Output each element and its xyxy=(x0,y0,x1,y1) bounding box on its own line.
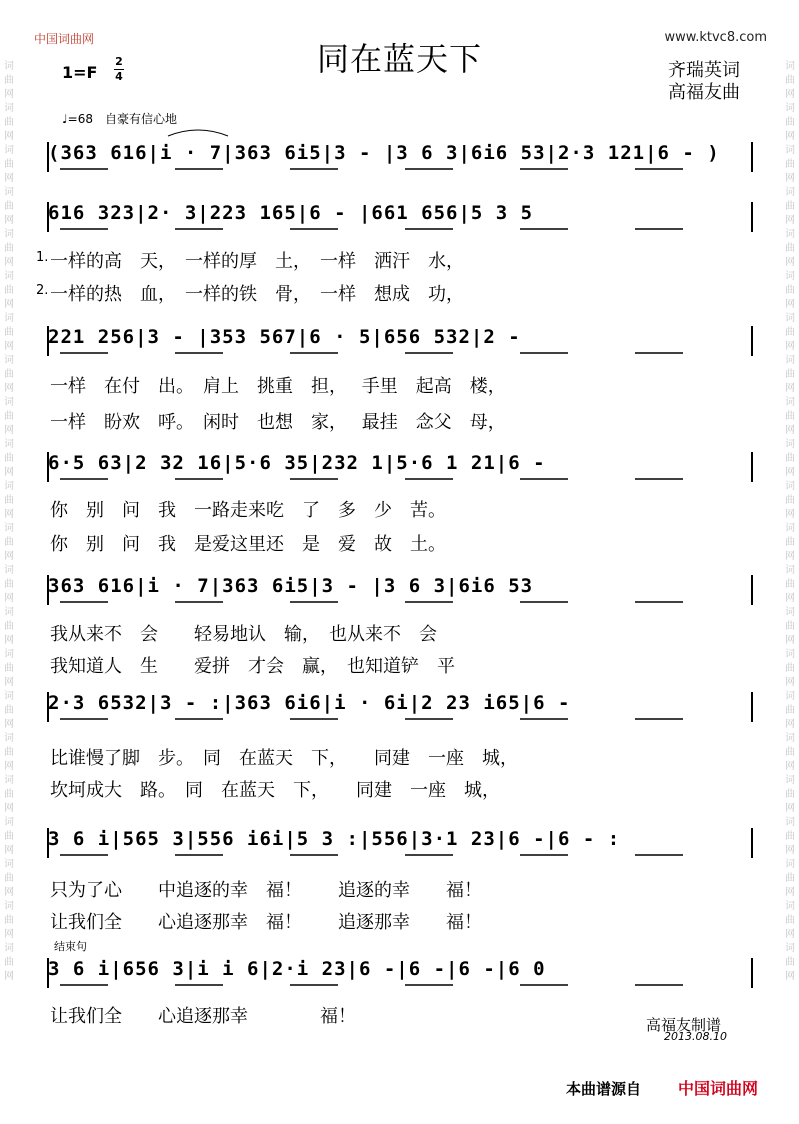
note-row: 3 6 i|565 3|556 i6i|5 3 :|556|3·1 23|6 -|6 - : xyxy=(48,828,621,850)
site-name-left: 中国词曲网 xyxy=(34,32,95,46)
source-site: 中国词曲网 xyxy=(678,1079,759,1098)
note-row: 3 6 i|656 3|i i 6|2·i 23|6 -|6 -|6 -|6 0 xyxy=(48,958,546,980)
lyric-line: 一样的高 天， 一样的厚 土， 一样 洒汗 水， xyxy=(50,251,464,272)
note-row: 221 256|3 - |353 567|6 · 5|656 532|2 - xyxy=(48,326,521,348)
lyric-line: 坎坷成大 路。 同 在蓝天 下， 同建 一座 城， xyxy=(50,780,500,801)
time-bottom: 4 xyxy=(115,70,123,83)
key-signature: 1=F xyxy=(62,63,98,82)
notation-system xyxy=(48,202,752,232)
verse-number: 1. xyxy=(36,250,49,265)
lyric-line: 一样 在付 出。 肩上 挑重 担， 手里 起高 楼， xyxy=(50,376,506,397)
verse-number: 2. xyxy=(36,283,49,298)
lyric-line: 一样 盼欢 呼。 闲时 也想 家， 最挂 念父 母， xyxy=(50,412,506,433)
tempo-marking: ♩=68 自豪有信心地 xyxy=(62,112,177,126)
ending-label: 结束句 xyxy=(54,940,87,953)
lyric-line: 比谁慢了脚 步。 同 在蓝天 下， 同建 一座 城， xyxy=(50,748,518,769)
source-label: 本曲谱源自 xyxy=(566,1080,642,1098)
notation-system xyxy=(48,326,752,356)
notation-system xyxy=(48,142,752,172)
lyric-line: 我从来不 会 轻易地认 输， 也从来不 会 xyxy=(50,624,437,645)
watermark-right: 词曲网词曲网词曲网词曲网词曲网词曲网词曲网词曲网词曲网词曲网词曲网词曲网词曲网词曲网词曲网词曲网词曲网词曲网词曲网词曲网词曲网词曲网 xyxy=(785,61,795,982)
song-title: 同在蓝天下 xyxy=(316,40,482,78)
watermark-left: 词曲网词曲网词曲网词曲网词曲网词曲网词曲网词曲网词曲网词曲网词曲网词曲网词曲网词曲网词曲网词曲网词曲网词曲网词曲网词曲网词曲网词曲网 xyxy=(4,61,14,982)
note-row: 2·3 6532|3 - :|363 6i6|i · 6i|2 23 i65|6 - xyxy=(48,692,571,714)
note-row: (363 616|i · 7|363 6i5|3 - |3 6 3|6i6 53|2·3 121|6 - ) xyxy=(48,142,720,164)
lyricist: 齐瑞英词 xyxy=(668,60,740,81)
lyric-line: 我知道人 生 爱拼 才会 赢， 也知道铲 平 xyxy=(50,656,455,677)
time-signature xyxy=(114,56,124,83)
notation-system xyxy=(48,692,752,722)
composer: 高福友曲 xyxy=(668,82,740,103)
note-row: 616 323|2· 3|223 165|6 - |661 656|5 3 5 xyxy=(48,202,534,224)
lyric-line: 一样的热 血， 一样的铁 骨， 一样 想成 功， xyxy=(50,284,464,305)
note-row: 6·5 63|2 32 16|5·6 35|232 1|5·6 1 21|6 - xyxy=(48,452,546,474)
notation-system xyxy=(48,452,752,482)
slur xyxy=(168,130,228,136)
lyric-line: 你 别 问 我 一路走来吃 了 多 少 苦。 xyxy=(50,500,446,521)
lyric-line: 只为了心 中追逐的幸 福！ 追逐的幸 福！ xyxy=(50,880,482,901)
arrange-date: 2013.08.10 xyxy=(664,1030,727,1043)
lyric-line: 让我们全 心追逐那幸 福！ xyxy=(50,1006,356,1027)
lyric-line: 让我们全 心追逐那幸 福！ 追逐那幸 福！ xyxy=(50,912,482,933)
lyric-line: 你 别 问 我 是爱这里还 是 爱 故 土。 xyxy=(50,534,446,555)
notation-system xyxy=(48,958,752,988)
notation-system xyxy=(48,828,752,858)
note-row: 363 616|i · 7|363 6i5|3 - |3 6 3|6i6 53 xyxy=(48,575,534,597)
site-url: www.ktvc8.com xyxy=(664,30,767,45)
credits xyxy=(668,60,740,104)
time-top: 2 xyxy=(115,55,123,68)
notation-system xyxy=(48,575,752,605)
arranger: 高福友制谱 xyxy=(646,1016,722,1034)
